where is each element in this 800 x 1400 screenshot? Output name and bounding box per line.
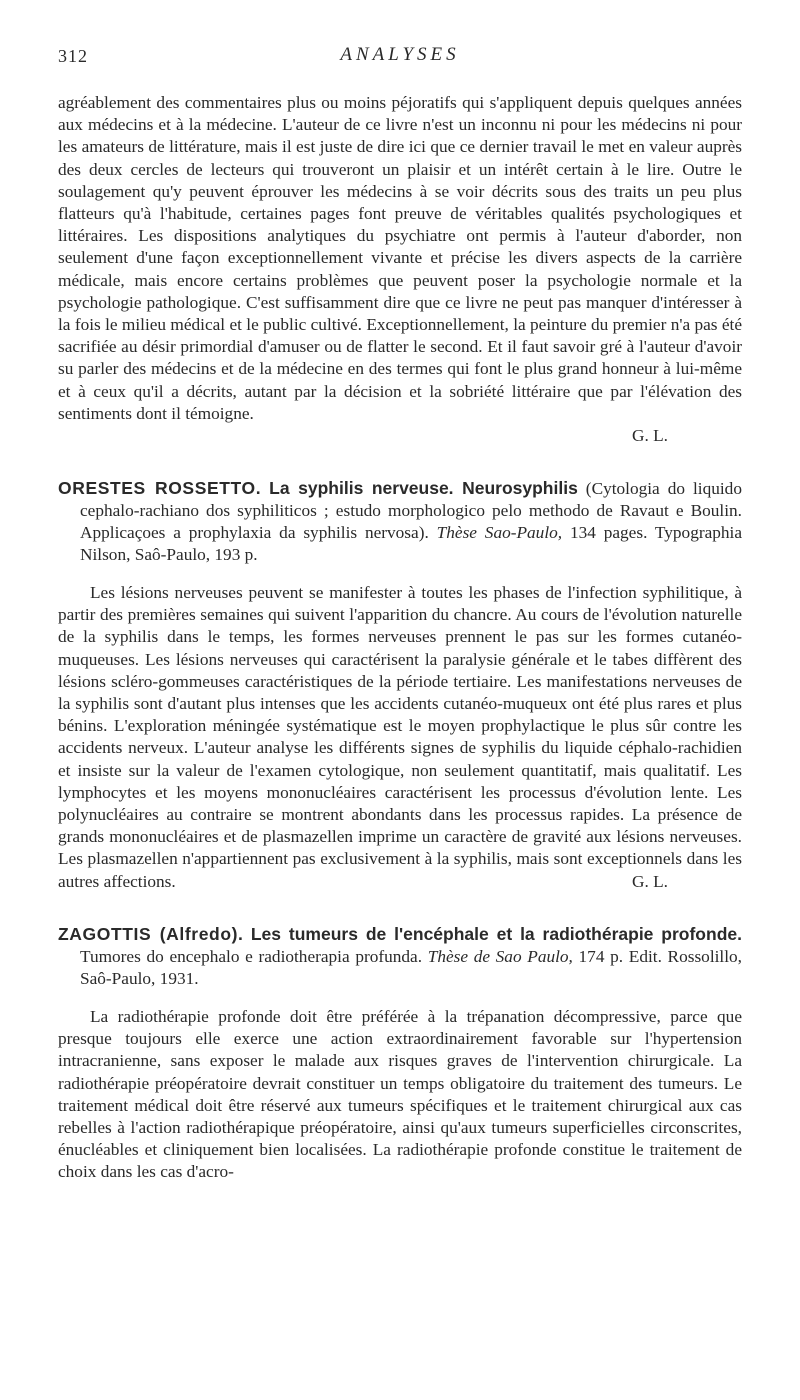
entry-title: La syphilis nerveuse. Neurosyphilis: [269, 478, 578, 499]
entry-publisher: 174 p. Edit. Rossolillo, Saô-Paulo, 1931.: [80, 946, 742, 988]
entry-body-zagottis: La radiothérapie profonde doit être préférée à la trépanation décompressive, parce que presque toujours elle exerce une action extraordinairement favorable sur l'hypertension intracranienne, sans exposer le malade aux risques graves de l'intervention chirurgicale. La radiothérapie préopératoire devrait constituer un temps obligatoire du traitement des tumeurs. Le traitement médical doit être réservé aux tumeurs spécifiques et le traitement chirurgical aux cas rebelles à l'action radiothérapique préopératoire, ainsi qu'aux tumeurs superficielles circonscrites, énucléables et cliniquement bien localisées. La radiothérapie profonde constitue le traitement de choix dans les cas d'acro-: [58, 1006, 742, 1182]
entry-publisher: 134 pages. Typographia Nilson, Saô-Paulo, 193 p.: [80, 523, 743, 565]
entry-author: ZAGOTTIS (Alfredo).: [58, 923, 244, 944]
review-continuation-text: agréablement des commentaires plus ou moins péjoratifs qui s'appliquent depuis quelques années aux médecins et à la médecine. L'auteur de ce livre n'est un inconnu ni pour les médecins ni pour les amateurs de littérature, mais il est juste de dire ici que ce dernier travail le met en valeur auprès des deux cercles de lecteurs qui trouveront un plaisir et un intérêt certain à le lire. Outre le soulagement qu'y peuvent éprouver les médecins à se voir décrits sous des traits un peu plus flatteurs qu'à l'habitude, certaines pages font preuve de véritables qualités psychologiques et littéraires. Les dispositions analytiques du psychiatre ont permis à l'auteur d'aborder, non seulement d'une façon exceptionnellement vivante et précise les divers aspects de la carrière médicale, mais encore certains problèmes que peuvent poser la psychologie normale et la psychologie pathologique. C'est suffisamment dire que ce livre ne peut pas manquer d'intéresser à la fois le milieu médical et le public cultivé. Exceptionnellement, la peinture du premier n'a pas été sacrifiée au désir primordial d'amuser ou de flatter le second. Et il faut savoir gré à l'auteur d'avoir su parler des médecins et de la médecine en des termes qui font le plus grand honneur à lui-même et à ceux qu'il a décrits, autant par la décision et la sobriété littéraire que par l'élévation des sentiments dont il témoigne.: [58, 93, 742, 423]
entry-body-text: Les lésions nerveuses peuvent se manifester à toutes les phases de l'infection syphilitique, à partir des premières semaines qui suivent l'apparition du chancre. Au cours de l'évolution naturelle de la syphilis dans le temps, les formes nerveuses prennent le pas sur les formes cutanéo-muqueuses. Les lésions nerveuses qui caractérisent la paralysie générale et le tabes diffèrent des lésions scléro-gommeuses caractéristiques de la période tertiaire. Les manifestations nerveuses de la syphilis sont d'autant plus intenses que les accidents cutanéo-muqueux ont été plus rares et plus bénins. L'exploration méningée systématique est le moyen prophylactique le plus sûr contre les accidents nerveux. L'auteur analyse les différents signes de syphilis du liquide céphalo-rachidien et insiste sur la valeur de l'examen cytologique, non seulement quantitatif, mais qualitatif. Les lymphocytes et les moyens mononucléaires caractérisent les processus d'évolution lente. Les polynucléaires au contraire se montrent abondants dans les processus rapides. La présence de grands mononucléaires et de plasmazellen imprime un caractère de gravité aux lésions nerveuses. Les plasmazellen n'appartiennent pas exclusivement à la syphilis, mais sont exceptionnels dans les autres affections.: [58, 583, 742, 891]
entry-thesis-ref: Thèse de Sao Paulo,: [427, 946, 573, 966]
entry-header-rossetto: [58, 477, 742, 566]
entry-reference: (Cytologia do liquido cephalo-rachiano dos syphiliticos ; estudo morphologico pelo methodo de Ravaut e Boulin. Applicaçoes a prophylaxia da syphilis nervosa).: [80, 479, 742, 543]
running-title: ANALYSES: [340, 44, 460, 65]
review-signature: G. L.: [632, 426, 668, 446]
page-body: [58, 92, 742, 1184]
entry-author: ORESTES ROSSETTO.: [58, 478, 262, 499]
entry-title: Les tumeurs de l'encéphale et la radiothérapie profonde.: [250, 923, 742, 944]
entry-header-zagottis: [58, 923, 742, 990]
entry-body-rossetto: [58, 582, 742, 893]
page-header: [58, 40, 742, 80]
page-number: 312: [58, 46, 88, 66]
entry-signature: G. L.: [632, 871, 668, 891]
entry-reference: Tumores do encephalo e radiotherapia profunda.: [80, 946, 428, 966]
entry-thesis-ref: Thèse Sao-Paulo,: [436, 523, 563, 543]
